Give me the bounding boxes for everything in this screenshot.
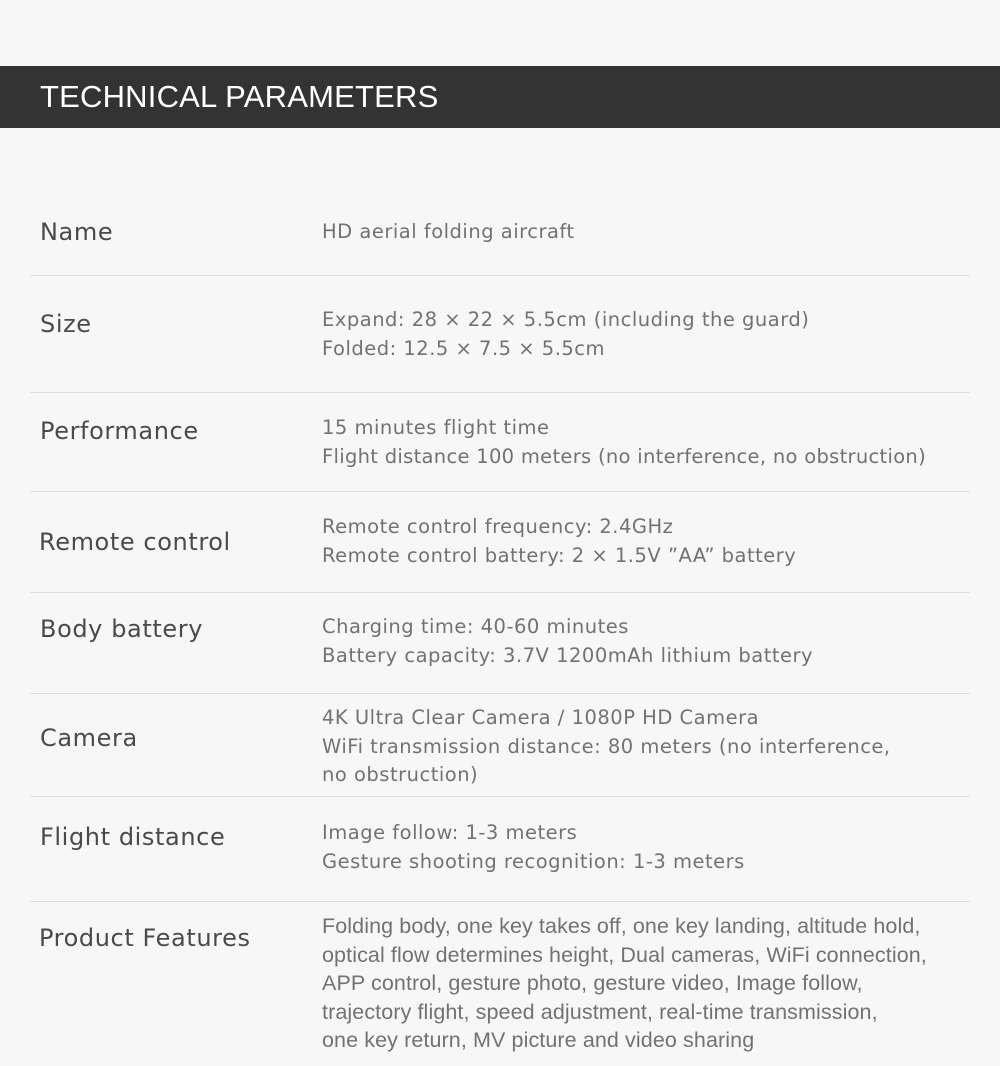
param-value-line: Expand: 28 × 22 × 5.5cm (including the guard) [322,308,810,331]
param-label: Performance [40,417,199,445]
param-label: Remote control [39,528,231,556]
param-value-line: Gesture shooting recognition: 1-3 meters [322,849,745,873]
param-value-line: Flight distance 100 meters (no interference, no obstruction) [322,444,926,468]
param-value-line: APP control, gesture photo, gesture video, Image follow, [322,971,863,995]
param-row-product-features [30,902,970,1066]
param-value [322,218,575,247]
param-row-body-battery [30,593,970,694]
param-value [322,414,926,471]
param-value-line: no obstruction) [322,763,479,786]
param-value [322,819,745,876]
param-label: Body battery [40,615,204,643]
param-row-flight-distance [30,797,970,902]
param-label: Flight distance [40,823,226,851]
param-label: Camera [40,724,138,752]
param-value-line: Folding body, one key takes off, one key landing, altitude hold, [322,914,921,938]
param-label: Name [40,218,114,246]
param-value [322,306,809,363]
param-value-line: 15 minutes flight time [322,416,550,439]
param-value-line: Image follow: 1-3 meters [322,821,578,844]
header-bar [0,66,1000,128]
param-value-line: WiFi transmission distance: 80 meters (no interference, [322,734,891,758]
param-label: Product Features [39,924,251,952]
param-row-size [30,276,970,393]
param-label: Size [40,310,92,338]
param-row-remote-control [30,492,970,593]
param-value [322,912,927,1055]
param-value-line: 4K Ultra Clear Camera / 1080P HD Camera [322,706,760,729]
param-row-name [30,180,970,276]
param-value-line: trajectory flight, speed adjustment, real-time transmission, [322,999,878,1024]
param-value [322,513,796,570]
param-value-line: HD aerial folding aircraft [322,220,575,243]
param-value [322,613,813,670]
param-value [322,704,891,790]
param-value-line: optical flow determines height, Dual cameras, WiFi connection, [322,942,927,967]
param-value-line: one key return, MV picture and video sharing [322,1028,755,1052]
param-value-line: Charging time: 40-60 minutes [322,615,629,638]
page-title: TECHNICAL PARAMETERS [40,79,439,114]
param-value-line: Folded: 12.5 × 7.5 × 5.5cm [322,336,606,360]
param-value-line: Remote control frequency: 2.4GHz [322,515,674,538]
param-value-line: Remote control battery: 2 × 1.5V ”AA” battery [322,543,797,567]
param-value-line: Battery capacity: 3.7V 1200mAh lithium battery [322,643,814,667]
param-row-performance [30,393,970,492]
param-row-camera [30,694,970,797]
